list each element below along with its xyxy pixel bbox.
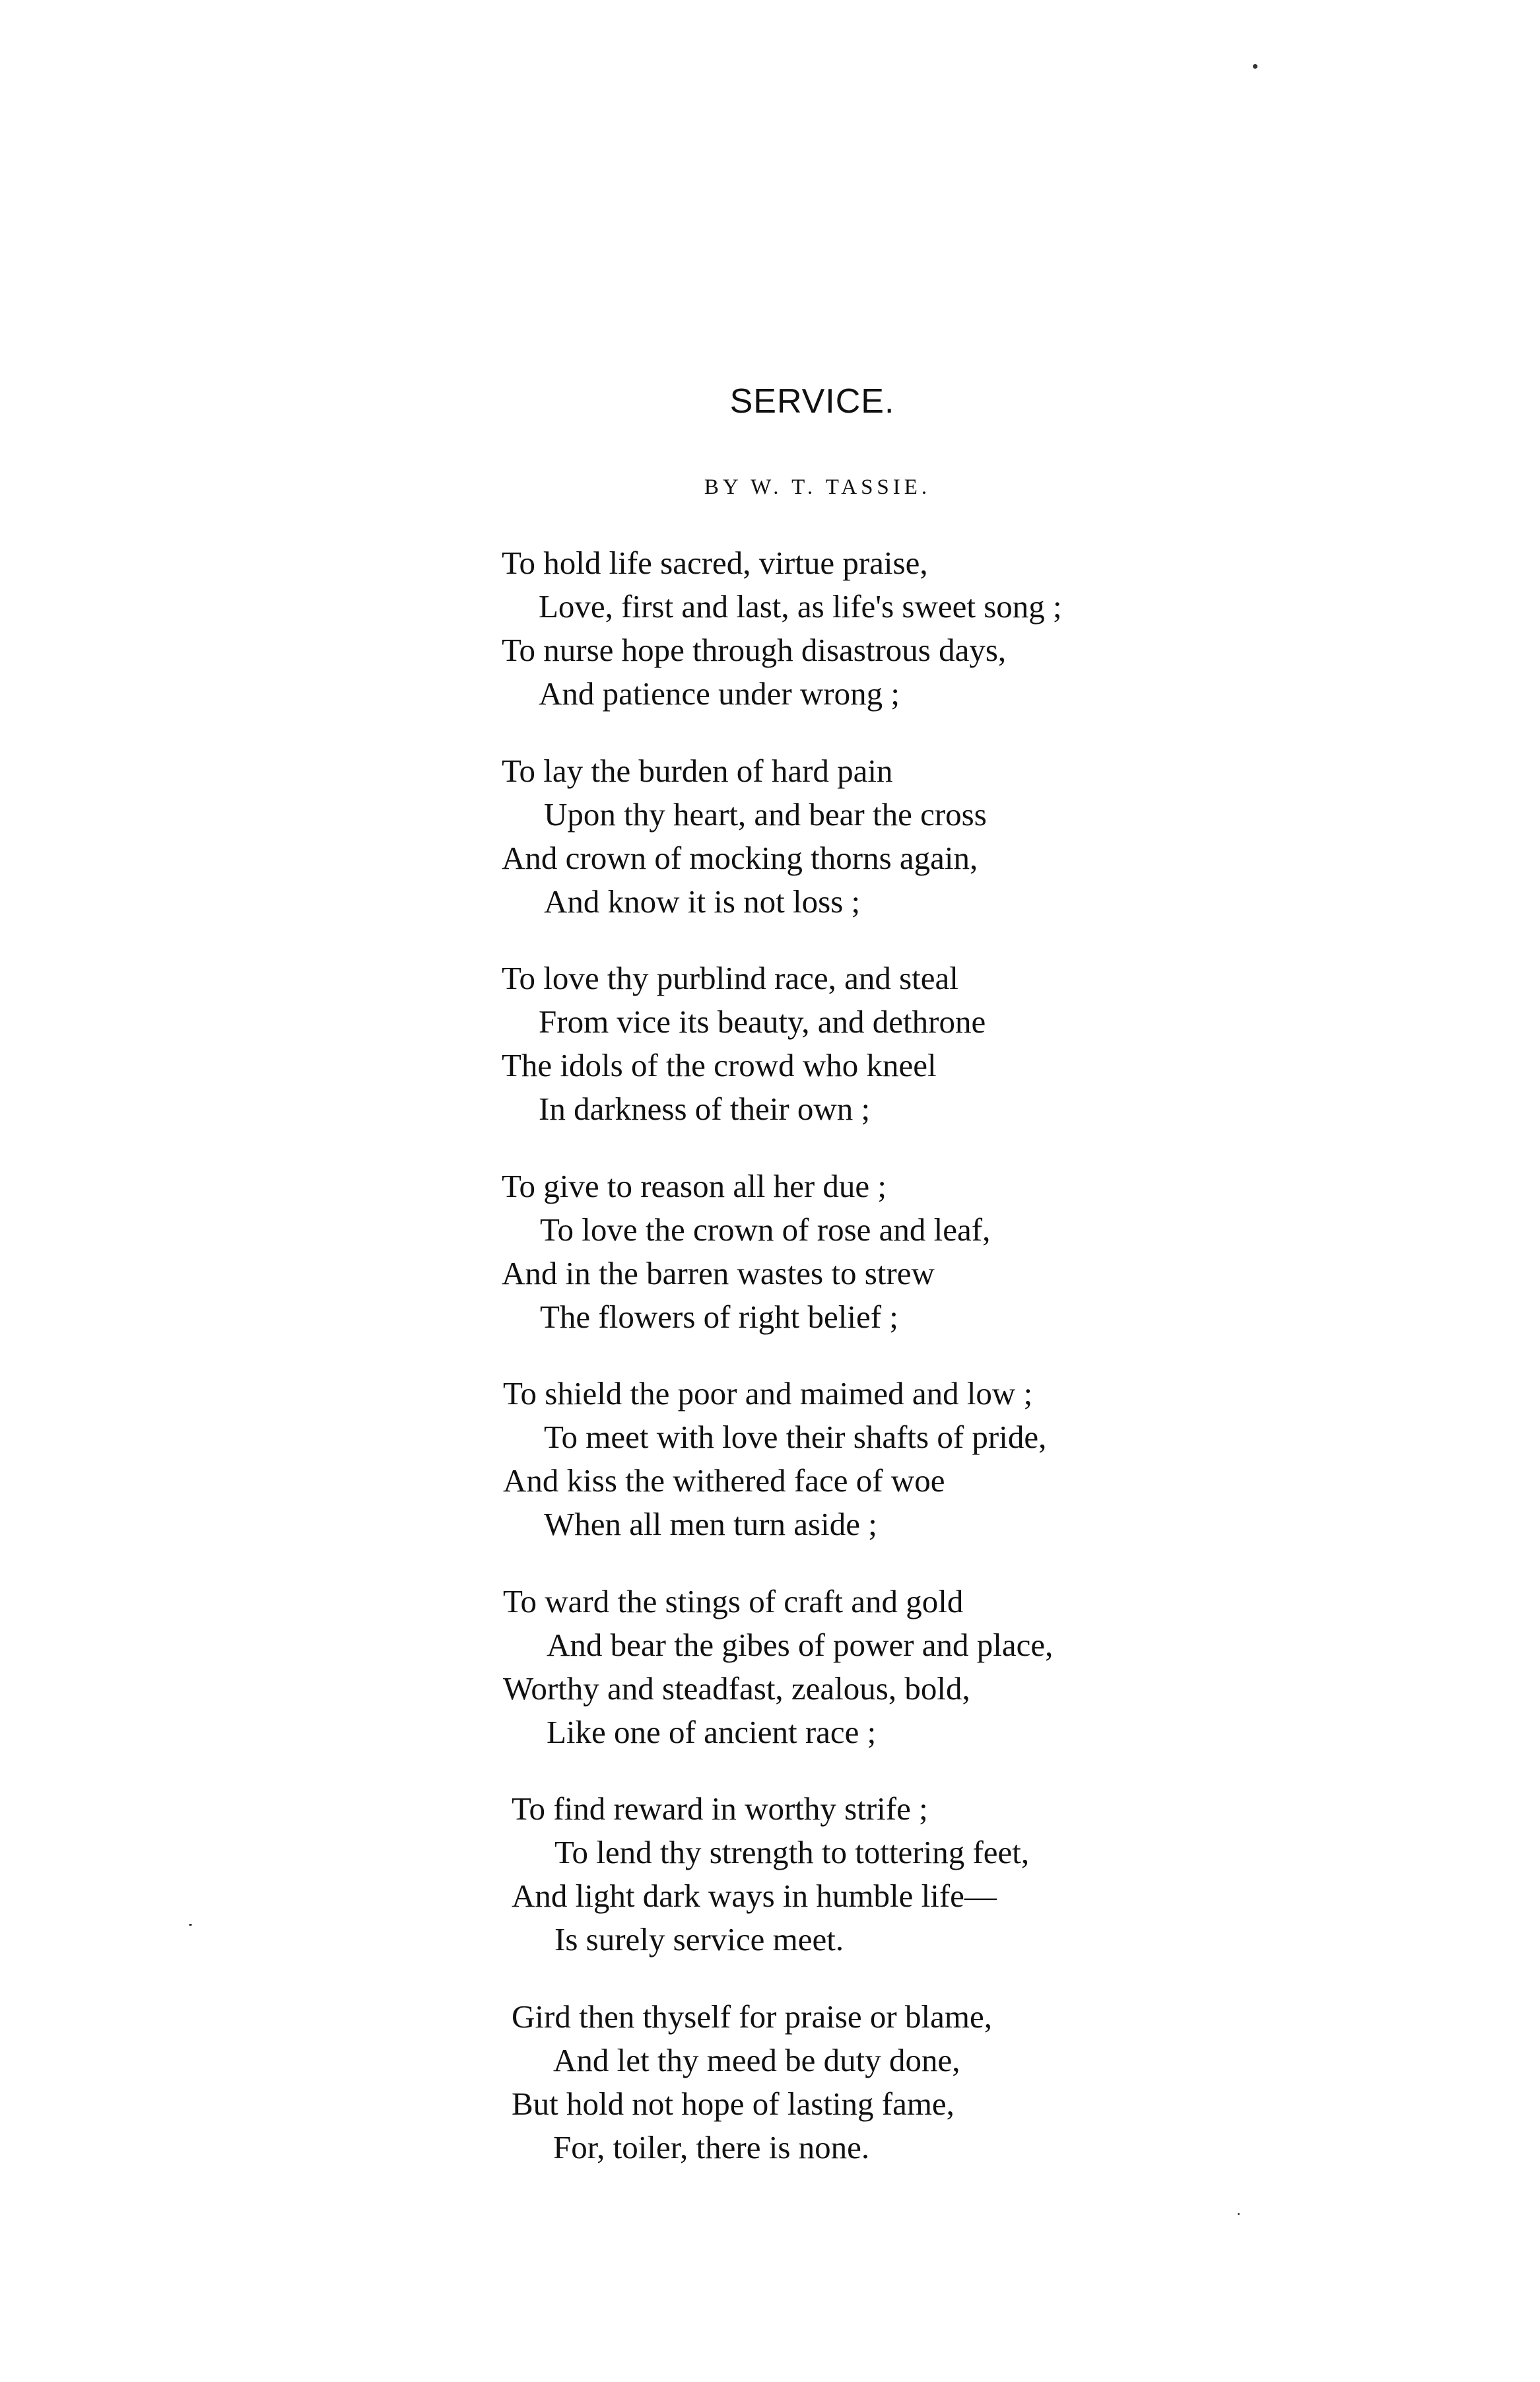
- scan-speck: [1253, 64, 1257, 69]
- poem-line: And kiss the withered face of woe: [503, 1462, 945, 1499]
- poem-line: In darkness of their own ;: [539, 1091, 871, 1127]
- poem-line: And patience under wrong ;: [539, 675, 900, 712]
- poem-title: SERVICE.: [729, 382, 895, 421]
- poem-line: But hold not hope of lasting fame,: [512, 2086, 954, 2122]
- poem-line: And crown of mocking thorns again,: [502, 840, 978, 876]
- poem-line: And know it is not loss ;: [544, 883, 861, 920]
- poem-line: To nurse hope through disastrous days,: [502, 632, 1007, 668]
- poem-line: To lend thy strength to tottering feet,: [554, 1834, 1030, 1870]
- poem-line: To love the crown of rose and leaf,: [540, 1211, 991, 1248]
- poem-line: Love, first and last, as life's sweet song ;: [539, 588, 1062, 625]
- poem-line: The flowers of right belief ;: [540, 1299, 898, 1335]
- poem-line: Like one of ancient race ;: [547, 1714, 877, 1750]
- poem-line: And light dark ways in humble life—: [512, 1878, 997, 1914]
- scan-speck: [189, 1924, 192, 1926]
- poem-line: To meet with love their shafts of pride,: [544, 1419, 1047, 1455]
- poem-line: And bear the gibes of power and place,: [547, 1627, 1054, 1663]
- poem-byline: BY W. T. TASSIE.: [704, 475, 931, 499]
- poem-line: From vice its beauty, and dethrone: [539, 1004, 986, 1040]
- poem-line: To love thy purblind race, and steal: [502, 960, 958, 996]
- poem-line: The idols of the crowd who kneel: [502, 1047, 937, 1083]
- poem-line: Worthy and steadfast, zealous, bold,: [503, 1670, 970, 1707]
- poem-line: Is surely service meet.: [554, 1921, 844, 1957]
- poem-line: To lay the burden of hard pain: [502, 753, 893, 789]
- poem-line: Upon thy heart, and bear the cross: [544, 796, 987, 833]
- poem-line: To find reward in worthy strife ;: [512, 1790, 928, 1827]
- poem-line: And in the barren wastes to strew: [502, 1255, 935, 1291]
- poem-line: When all men turn aside ;: [544, 1506, 877, 1542]
- poem-line: To ward the stings of craft and gold: [503, 1583, 964, 1619]
- poem-line: To give to reason all her due ;: [502, 1168, 887, 1204]
- poem-line: To hold life sacred, virtue praise,: [502, 545, 928, 581]
- poem-line: And let thy meed be duty done,: [553, 2042, 960, 2078]
- scan-speck: [1238, 2213, 1240, 2215]
- poem-line: To shield the poor and maimed and low ;: [503, 1375, 1033, 1412]
- poem-line: Gird then thyself for praise or blame,: [512, 1998, 992, 2035]
- poem-line: For, toiler, there is none.: [553, 2129, 870, 2165]
